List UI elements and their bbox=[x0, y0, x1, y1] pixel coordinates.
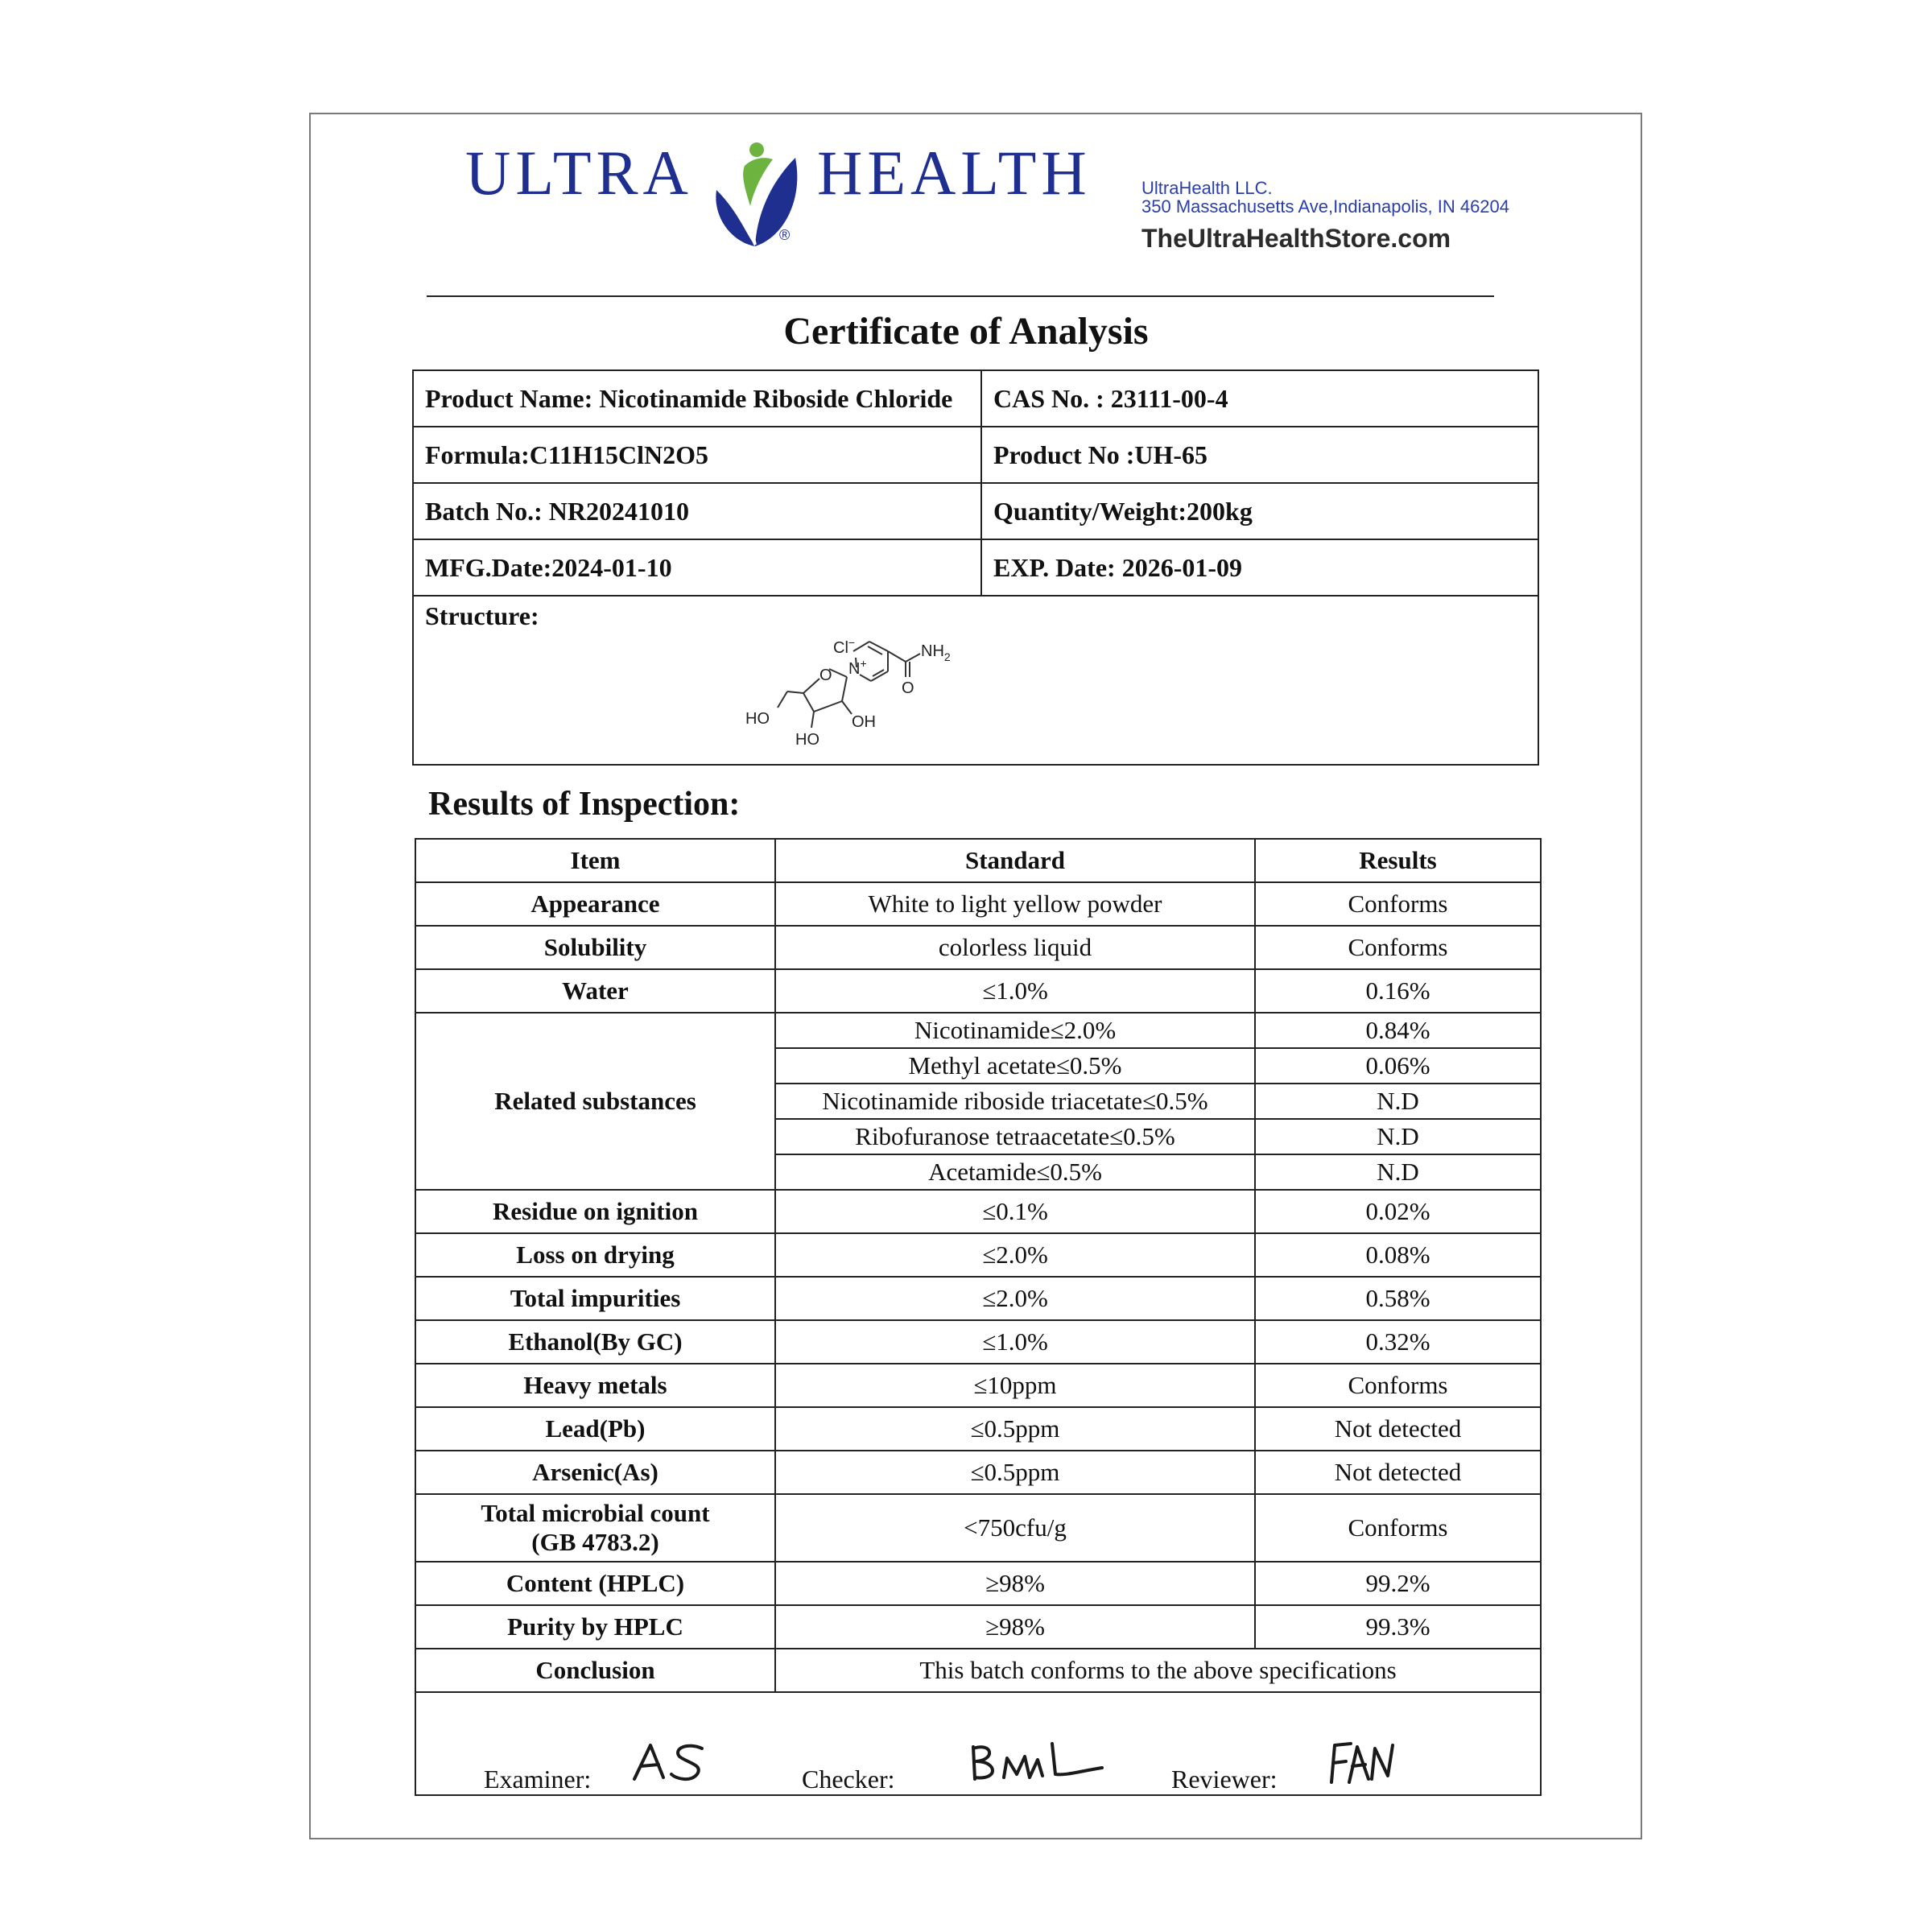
row-standard: Ribofuranose tetraacetate≤0.5% bbox=[775, 1119, 1255, 1154]
row-standard: ≤2.0% bbox=[775, 1233, 1255, 1277]
row-standard: ≥98% bbox=[775, 1605, 1255, 1649]
row-item: Loss on drying bbox=[415, 1233, 775, 1277]
row-item: Content (HPLC) bbox=[415, 1562, 775, 1605]
row-item: Arsenic(As) bbox=[415, 1451, 775, 1494]
hydroxyl-bottom-label: HO bbox=[795, 731, 819, 749]
results-title: Results of Inspection: bbox=[428, 786, 741, 823]
table-row bbox=[415, 1233, 1541, 1277]
row-item: Purity by HPLC bbox=[415, 1605, 775, 1649]
row-result: Conforms bbox=[1255, 1364, 1541, 1407]
document-title: Certificate of Analysis bbox=[783, 310, 1149, 353]
row-item: Related substances bbox=[415, 1013, 775, 1190]
product-name: Product Name: Nicotinamide Riboside Chloride bbox=[413, 370, 981, 427]
examiner-label: Examiner: bbox=[484, 1765, 592, 1794]
row-item bbox=[415, 1494, 775, 1562]
company-name: UltraHealth LLC. bbox=[1141, 178, 1273, 198]
row-item: Lead(Pb) bbox=[415, 1407, 775, 1451]
registered-mark: ® bbox=[779, 227, 791, 243]
row-result: 99.3% bbox=[1255, 1605, 1541, 1649]
row-standard: ≤1.0% bbox=[775, 969, 1255, 1013]
formula: Formula:C11H15ClN2O5 bbox=[413, 427, 981, 483]
amine-label: $NH_2$ bbox=[921, 642, 951, 663]
product-number: Product No :UH-65 bbox=[981, 427, 1538, 483]
chemical-structure-diagram bbox=[739, 627, 1021, 764]
nitrogen-label: N+ bbox=[848, 657, 867, 678]
row-standard: Methyl acetate≤0.5% bbox=[775, 1048, 1255, 1084]
row-standard: ≤0.1% bbox=[775, 1190, 1255, 1233]
table-row bbox=[415, 1407, 1541, 1451]
row-result: 0.16% bbox=[1255, 969, 1541, 1013]
header-item: Item bbox=[415, 839, 775, 882]
table-row bbox=[415, 1320, 1541, 1364]
row-result: Not detected bbox=[1255, 1407, 1541, 1451]
row-standard: Acetamide≤0.5% bbox=[775, 1154, 1255, 1190]
table-row bbox=[415, 1013, 1541, 1048]
table-row bbox=[415, 1562, 1541, 1605]
conclusion-label: Conclusion bbox=[415, 1649, 775, 1692]
row-result: Conforms bbox=[1255, 926, 1541, 969]
conclusion-text: This batch conforms to the above specifications bbox=[775, 1649, 1541, 1692]
table-row bbox=[415, 1277, 1541, 1320]
row-result: N.D bbox=[1255, 1119, 1541, 1154]
ring-oxygen-label: O bbox=[819, 667, 832, 684]
checker-signature bbox=[968, 1739, 1105, 1787]
quantity-weight: Quantity/Weight:200kg bbox=[981, 483, 1538, 539]
row-standard: ≤2.0% bbox=[775, 1277, 1255, 1320]
row-result: Conforms bbox=[1255, 1494, 1541, 1562]
row-result: 0.08% bbox=[1255, 1233, 1541, 1277]
reviewer-signature bbox=[1327, 1739, 1399, 1787]
hydroxyl-right-label: OH bbox=[852, 713, 876, 731]
row-item-line2: (GB 4783.2) bbox=[531, 1528, 659, 1556]
row-result: Not detected bbox=[1255, 1451, 1541, 1494]
row-item: Solubility bbox=[415, 926, 775, 969]
table-row bbox=[415, 969, 1541, 1013]
row-standard: colorless liquid bbox=[775, 926, 1255, 969]
company-address: 350 Massachusetts Ave,Indianapolis, IN 46204 bbox=[1141, 196, 1510, 217]
row-item: Heavy metals bbox=[415, 1364, 775, 1407]
row-item: Ethanol(By GC) bbox=[415, 1320, 775, 1364]
table-row bbox=[415, 1605, 1541, 1649]
row-item: Water bbox=[415, 969, 775, 1013]
exp-date: EXP. Date: 2026-01-09 bbox=[981, 539, 1538, 596]
table-row bbox=[415, 1649, 1541, 1692]
hydroxyl-left-label: HO bbox=[745, 710, 770, 728]
row-item: Residue on ignition bbox=[415, 1190, 775, 1233]
brand-health: HEALTH bbox=[817, 138, 1092, 208]
company-website: TheUltraHealthStore.com bbox=[1141, 224, 1451, 253]
brand-ultra: ULTRA bbox=[465, 138, 693, 208]
row-standard: ≥98% bbox=[775, 1562, 1255, 1605]
row-standard: Nicotinamide≤2.0% bbox=[775, 1013, 1255, 1048]
row-result: 0.84% bbox=[1255, 1013, 1541, 1048]
row-result: N.D bbox=[1255, 1084, 1541, 1119]
results-table bbox=[415, 838, 1542, 1796]
row-item: Appearance bbox=[415, 882, 775, 926]
row-standard: White to light yellow powder bbox=[775, 882, 1255, 926]
header-results: Results bbox=[1255, 839, 1541, 882]
table-row bbox=[415, 882, 1541, 926]
row-standard: ≤0.5ppm bbox=[775, 1407, 1255, 1451]
row-standard: ≤1.0% bbox=[775, 1320, 1255, 1364]
table-row bbox=[415, 1451, 1541, 1494]
row-standard: Nicotinamide riboside triacetate≤0.5% bbox=[775, 1084, 1255, 1119]
row-result: N.D bbox=[1255, 1154, 1541, 1190]
table-row bbox=[415, 1190, 1541, 1233]
row-item: Total impurities bbox=[415, 1277, 775, 1320]
carbonyl-oxygen-label: O bbox=[902, 679, 914, 697]
batch-number: Batch No.: NR20241010 bbox=[413, 483, 981, 539]
row-result: 0.32% bbox=[1255, 1320, 1541, 1364]
product-info-table bbox=[412, 369, 1539, 766]
structure-cell bbox=[413, 596, 1538, 765]
mfg-date: MFG.Date:2024-01-10 bbox=[413, 539, 981, 596]
examiner-signature bbox=[631, 1739, 712, 1787]
cas-number: CAS No. : 23111-00-4 bbox=[981, 370, 1538, 427]
table-row bbox=[415, 1364, 1541, 1407]
reviewer-label: Reviewer: bbox=[1171, 1765, 1278, 1794]
chloride-label: Cl− bbox=[833, 636, 856, 657]
header-standard: Standard bbox=[775, 839, 1255, 882]
row-standard: <750cfu/g bbox=[775, 1494, 1255, 1562]
row-standard: ≤0.5ppm bbox=[775, 1451, 1255, 1494]
row-result: 99.2% bbox=[1255, 1562, 1541, 1605]
checker-label: Checker: bbox=[802, 1765, 895, 1794]
row-item-line1: Total microbial count bbox=[481, 1499, 710, 1527]
header-divider bbox=[427, 295, 1494, 297]
row-result: Conforms bbox=[1255, 882, 1541, 926]
row-standard: ≤10ppm bbox=[775, 1364, 1255, 1407]
row-result: 0.02% bbox=[1255, 1190, 1541, 1233]
row-result: 0.58% bbox=[1255, 1277, 1541, 1320]
table-row bbox=[415, 926, 1541, 969]
table-row bbox=[415, 1494, 1541, 1562]
row-result: 0.06% bbox=[1255, 1048, 1541, 1084]
structure-label: Structure: bbox=[425, 601, 539, 630]
